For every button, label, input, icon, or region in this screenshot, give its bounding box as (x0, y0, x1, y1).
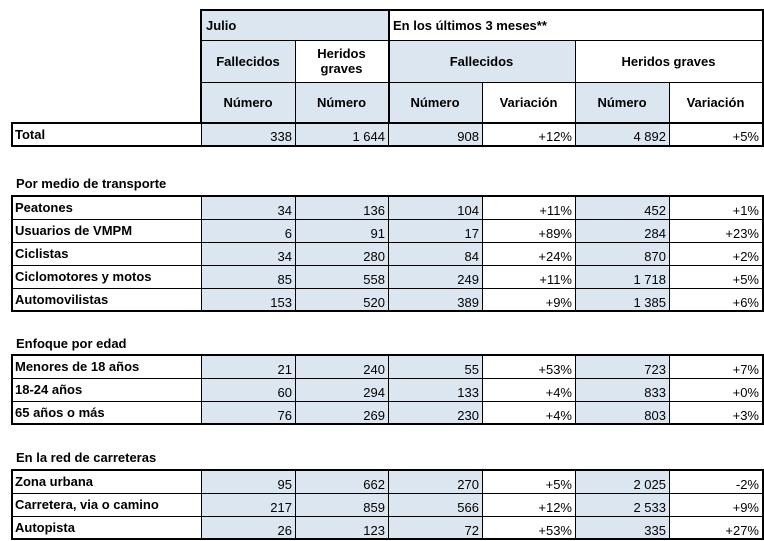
total-3m-fallecidos-numero: 908 (388, 124, 482, 145)
row-2-1-3m-fallecidos-numero: 566 (388, 493, 482, 516)
grid-vline (201, 196, 202, 311)
row-2-1-3m-heridos-numero: 2 533 (575, 493, 669, 516)
row-0-3-3m-fallecidos-variacion: +11% (539, 272, 572, 287)
row-0-3-julio-heridos: 558 (295, 265, 388, 288)
row-2-0-julio-fallecidos: 95 (201, 470, 295, 493)
grid-hline (12, 265, 762, 266)
grid-vline (388, 355, 389, 424)
row-1-2-3m-fallecidos-variacion: +4% (545, 408, 572, 423)
row-2-0-3m-heridos-numero: 2 025 (575, 470, 669, 493)
grid-vline (482, 355, 483, 424)
row-0-1-3m-heridos-numero: 284 (575, 219, 669, 242)
row-2-2-julio-fallecidos: 26 (201, 516, 295, 539)
grid-hline (11, 310, 763, 312)
row-0-3-3m-fallecidos-numero: 249 (388, 265, 482, 288)
row-1-0-3m-heridos-variacion: +7% (732, 362, 759, 377)
row-1-0-3m-fallecidos-variacion: +53% (538, 362, 572, 377)
row-2-1-3m-fallecidos-variacion: +12% (538, 500, 572, 515)
row-2-2-3m-fallecidos-numero: 72 (388, 516, 482, 539)
row-2-0-julio-heridos: 662 (295, 470, 388, 493)
grid-vline (201, 122, 202, 147)
row-2-2-3m-heridos-numero: 335 (575, 516, 669, 539)
row-2-0-3m-heridos-variacion: -2% (735, 477, 759, 492)
grid-vline (200, 9, 202, 122)
grid-hline (12, 401, 762, 402)
grid-hline (200, 40, 763, 41)
grid-hline (12, 378, 762, 379)
header-variacion-1: Variación (482, 82, 575, 122)
header-julio-heridos-graves (295, 40, 388, 82)
row-0-4-julio-fallecidos: 153 (201, 288, 295, 311)
row-0-0-3m-heridos-variacion: +1% (732, 203, 759, 218)
row-1-1-3m-fallecidos-numero: 133 (388, 378, 482, 401)
total-label: Total (15, 127, 46, 142)
grid-hline (11, 354, 763, 356)
total-3m-heridos-numero: 4 892 (575, 124, 669, 145)
header-heridos-graves-label: Heridos graves (317, 46, 366, 76)
grid-vline (11, 354, 13, 425)
row-2-2-julio-heridos: 123 (295, 516, 388, 539)
grid-hline (11, 423, 763, 425)
grid-vline (388, 470, 389, 539)
grid-hline (11, 195, 763, 197)
grid-vline (575, 355, 576, 424)
row-label: Usuarios de VMPM (15, 223, 133, 238)
row-0-2-julio-heridos: 280 (295, 242, 388, 265)
grid-vline (482, 196, 483, 311)
row-0-2-3m-heridos-variacion: +2% (732, 249, 759, 264)
grid-vline (388, 122, 389, 147)
grid-hline (12, 288, 762, 289)
grid-vline (295, 40, 296, 122)
row-0-3-3m-heridos-variacion: +5% (732, 272, 759, 287)
row-0-0-3m-fallecidos-variacion: +11% (539, 203, 572, 218)
row-0-2-3m-fallecidos-numero: 84 (388, 242, 482, 265)
row-0-1-3m-fallecidos-numero: 17 (388, 219, 482, 242)
section-title-carreteras: En la red de carreteras (16, 450, 157, 465)
row-1-2-3m-fallecidos-numero: 230 (388, 401, 482, 424)
grid-vline (669, 355, 670, 424)
row-0-3-julio-fallecidos: 85 (201, 265, 295, 288)
row-label: Ciclistas (15, 246, 69, 261)
row-1-0-3m-heridos-numero: 723 (575, 355, 669, 378)
total-julio-heridos: 1 644 (295, 124, 388, 145)
row-2-1-3m-heridos-variacion: +9% (732, 500, 759, 515)
row-0-0-julio-fallecidos: 34 (201, 196, 295, 219)
grid-hline (11, 538, 763, 540)
header-ultimos-3-meses: En los últimos 3 meses** (388, 10, 762, 40)
row-0-2-3m-fallecidos-variacion: +24% (538, 249, 572, 264)
total-julio-fallecidos: 338 (201, 124, 295, 145)
row-0-1-julio-fallecidos: 6 (201, 219, 295, 242)
row-label: Autopista (15, 520, 75, 535)
grid-vline (669, 196, 670, 311)
total-3m-fallecidos-variacion: +12% (538, 129, 572, 144)
grid-hline (11, 122, 763, 124)
row-2-0-3m-fallecidos-variacion: +5% (545, 477, 572, 492)
grid-vline (482, 122, 483, 147)
row-label: Ciclomotores y motos (15, 269, 152, 284)
row-1-1-3m-fallecidos-variacion: +4% (545, 385, 572, 400)
row-label: Peatones (15, 200, 73, 215)
header-numero-4: Número (575, 82, 669, 122)
row-label: Zona urbana (15, 474, 94, 489)
row-0-0-3m-fallecidos-numero: 104 (388, 196, 482, 219)
row-label: Menores de 18 años (15, 359, 140, 374)
row-1-1-3m-heridos-variacion: +0% (732, 385, 759, 400)
grid-hline (11, 469, 763, 471)
grid-vline (575, 196, 576, 311)
grid-vline (482, 82, 483, 122)
grid-hline (11, 145, 763, 147)
row-label: 18-24 años (15, 382, 83, 397)
grid-vline (388, 9, 390, 122)
row-0-0-julio-heridos: 136 (295, 196, 388, 219)
row-2-2-3m-heridos-variacion: +27% (725, 523, 759, 538)
row-1-2-3m-heridos-variacion: +3% (732, 408, 759, 423)
grid-hline (12, 242, 762, 243)
row-0-2-3m-heridos-numero: 870 (575, 242, 669, 265)
grid-vline (295, 355, 296, 424)
row-0-1-3m-fallecidos-variacion: +89% (538, 226, 572, 241)
row-label: Automovilistas (15, 292, 109, 307)
grid-vline (575, 122, 576, 147)
header-numero-2: Número (295, 82, 388, 122)
grid-vline (575, 470, 576, 539)
row-label: Carretera, via o camino (15, 497, 159, 512)
grid-vline (295, 470, 296, 539)
row-2-0-3m-fallecidos-numero: 270 (388, 470, 482, 493)
section-title-edad: Enfoque por edad (16, 336, 127, 351)
row-0-1-3m-heridos-variacion: +23% (725, 226, 759, 241)
grid-hline (12, 493, 762, 494)
row-0-4-3m-heridos-numero: 1 385 (575, 288, 669, 311)
grid-vline (669, 122, 670, 147)
header-3m-fallecidos: Fallecidos (388, 40, 575, 82)
row-0-4-3m-fallecidos-variacion: +9% (545, 295, 572, 310)
grid-vline (669, 470, 670, 539)
grid-vline (201, 355, 202, 424)
row-1-0-julio-fallecidos: 21 (201, 355, 295, 378)
grid-vline (669, 82, 670, 122)
total-3m-heridos-variacion: +5% (732, 129, 759, 144)
grid-vline (11, 195, 13, 312)
row-0-4-3m-heridos-variacion: +6% (732, 295, 759, 310)
row-1-1-3m-heridos-numero: 833 (575, 378, 669, 401)
header-numero-3: Número (388, 82, 482, 122)
row-1-1-julio-fallecidos: 60 (201, 378, 295, 401)
row-1-0-julio-heridos: 240 (295, 355, 388, 378)
row-1-0-3m-fallecidos-numero: 55 (388, 355, 482, 378)
grid-vline (482, 470, 483, 539)
grid-vline (575, 40, 576, 122)
grid-vline (388, 196, 389, 311)
header-variacion-2: Variación (669, 82, 762, 122)
row-2-2-3m-fallecidos-variacion: +53% (538, 523, 572, 538)
row-0-3-3m-heridos-numero: 1 718 (575, 265, 669, 288)
row-0-4-julio-heridos: 520 (295, 288, 388, 311)
header-julio-fallecidos: Fallecidos (201, 40, 295, 82)
row-2-1-julio-heridos: 859 (295, 493, 388, 516)
grid-vline (11, 122, 13, 147)
header-3m-heridos-graves: Heridos graves (575, 40, 762, 82)
section-title-transporte: Por medio de transporte (16, 176, 167, 191)
row-1-2-julio-fallecidos: 76 (201, 401, 295, 424)
grid-hline (12, 516, 762, 517)
row-0-0-3m-heridos-numero: 452 (575, 196, 669, 219)
row-2-1-julio-fallecidos: 217 (201, 493, 295, 516)
row-1-2-julio-heridos: 269 (295, 401, 388, 424)
grid-vline (201, 470, 202, 539)
grid-hline (12, 219, 762, 220)
row-1-1-julio-heridos: 294 (295, 378, 388, 401)
header-julio: Julio (201, 10, 388, 40)
row-label: 65 años o más (15, 405, 105, 420)
row-0-2-julio-fallecidos: 34 (201, 242, 295, 265)
row-0-4-3m-fallecidos-numero: 389 (388, 288, 482, 311)
grid-hline (200, 9, 763, 11)
row-1-2-3m-heridos-numero: 803 (575, 401, 669, 424)
row-0-1-julio-heridos: 91 (295, 219, 388, 242)
header-numero-1: Número (201, 82, 295, 122)
grid-vline (295, 196, 296, 311)
grid-vline (295, 122, 296, 147)
grid-vline (11, 469, 13, 540)
